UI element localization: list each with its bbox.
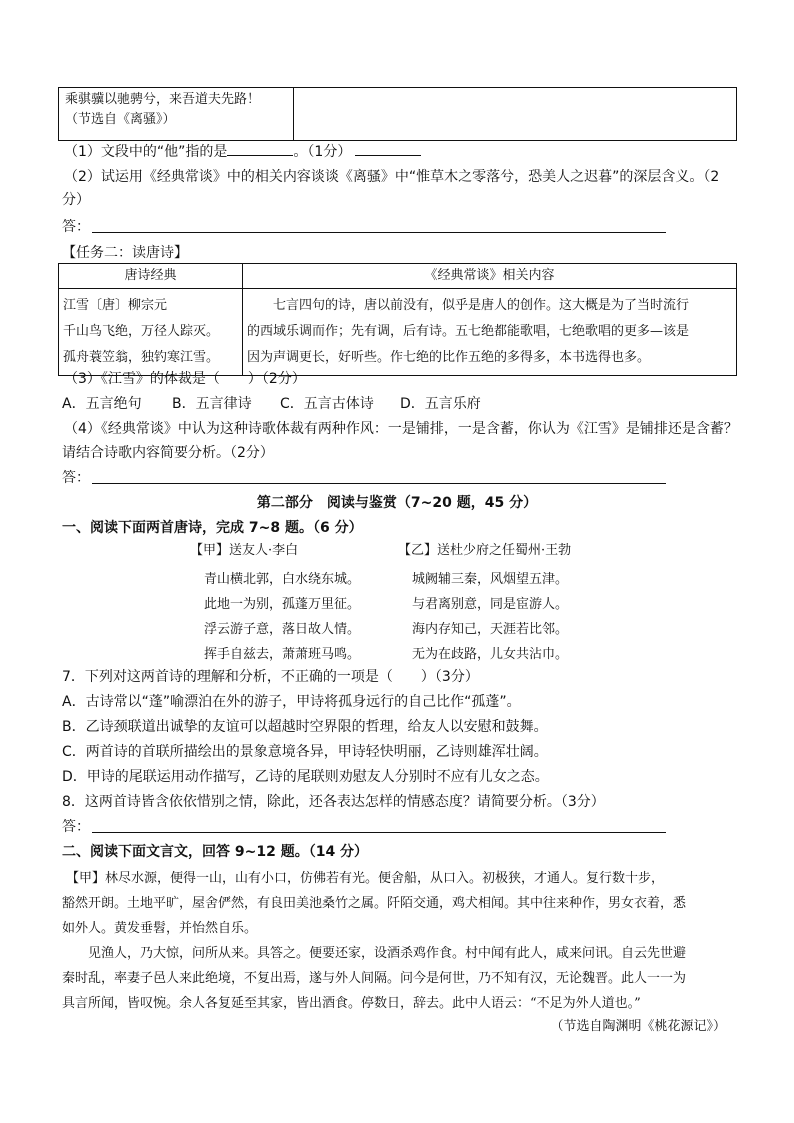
content-line: 七言四句的诗，唐以前没有，似乎是唐人的创作。这大概是为了当时流行 xyxy=(273,298,690,313)
question-4-line-2: 请结合诗歌内容简要分析。（2分） xyxy=(62,445,274,461)
option-a[interactable]: A．古诗常以“蓬”喻漂泊在外的游子，甲诗将孤身远行的自己比作“孤蓬”。 xyxy=(62,694,521,710)
content-line: 因为声调更长，好听些。作七绝的比作五绝的多得多，本书选得也多。 xyxy=(247,350,651,365)
table-header-right: 《经典常谈》相关内容 xyxy=(243,264,737,289)
poem-cell xyxy=(59,289,243,376)
poem-a-line: 浮云游子意，落日故人情。 xyxy=(204,622,361,637)
passage-line: 【甲】林尽水源，便得一山，山有小口，仿佛若有光。便舍船，从口入。初极狭，才通人。复行数十步， xyxy=(66,871,665,886)
answer-label: 答： xyxy=(62,219,90,235)
question-3: （3）《江雪》的体裁是（ ）（2分） xyxy=(64,371,306,387)
section-2-title: 二、阅读下面文言文，回答 9~12 题。（14 分） xyxy=(62,844,369,860)
question-8: 8．这两首诗皆含依依惜别之情，除此，还各表达怎样的情感态度？请简要分析。（3分） xyxy=(62,794,605,810)
option-d[interactable]: D．甲诗的尾联运用动作描写，乙诗的尾联则劝慰友人分别时不应有儿女之态。 xyxy=(62,769,549,785)
poem-source: （节选自《离骚》） xyxy=(65,112,176,127)
poem-b-title: 【乙】送杜少府之任蜀州·王勃 xyxy=(398,543,572,558)
poem-a-line: 挥手自兹去，萧萧班马鸣。 xyxy=(204,647,361,662)
answer-line[interactable] xyxy=(92,232,666,233)
poem-b-line: 城阙辅三秦，风烟望五津。 xyxy=(412,572,569,587)
poem-line: 孤舟蓑笠翁，独钓寒江雪。 xyxy=(63,350,220,365)
passage-source: （节选自陶渊明《桃花源记》） xyxy=(550,1019,726,1034)
answer-label: 答： xyxy=(62,819,90,835)
poem-b-line: 无为在歧路，儿女共沾巾。 xyxy=(412,647,569,662)
poem-b xyxy=(412,567,568,667)
poem-a-title: 【甲】送友人·李白 xyxy=(190,543,299,558)
passage-paragraph-1 xyxy=(62,866,686,941)
task-2-title: 【任务二：读唐诗】 xyxy=(62,245,188,261)
question-2-line-1: （2）试运用《经典常谈》中的相关内容谈谈《离骚》中“惟草木之零落兮，恐美人之迟暮”的深层含义。（2 xyxy=(64,169,720,185)
table-header-left: 唐诗经典 xyxy=(59,264,243,289)
option-b[interactable]: B．乙诗颈联道出诚挚的友谊可以超越时空界限的哲理，给友人以安慰和鼓舞。 xyxy=(62,719,548,735)
option-d[interactable]: D．五言乐府 xyxy=(400,396,481,412)
task-2-table xyxy=(58,263,737,376)
passage-line: 豁然开朗。土地平旷，屋舍俨然，有良田美池桑竹之属。阡陌交通，鸡犬相闻。其中往来种作，男女衣着，悉 xyxy=(62,896,687,911)
option-b[interactable]: B．五言律诗 xyxy=(172,396,252,412)
option-a[interactable]: A．五言绝句 xyxy=(62,396,142,412)
question-1-text: （1）文段中的“他”指的是 xyxy=(64,144,228,160)
option-c[interactable]: C．五言古体诗 xyxy=(280,396,374,412)
passage-line: 如外人。黄发垂髫，并怡然自乐。 xyxy=(62,921,258,936)
content-cell xyxy=(243,289,737,376)
section-1-title: 一、阅读下面两首唐诗，完成 7~8 题。（6 分） xyxy=(62,520,363,536)
question-7: 7．下列对这两首诗的理解和分析，不正确的一项是（ ）（3分） xyxy=(62,669,479,685)
poem-a-line: 此地一为别，孤蓬万里征。 xyxy=(204,597,361,612)
answer-label: 答： xyxy=(62,470,90,486)
poem-line: 乘骐骥以驰骋兮，来吾道夫先路！ xyxy=(65,92,261,107)
poem-b-line: 海内存知己，天涯若比邻。 xyxy=(412,622,569,637)
option-c[interactable]: C．两首诗的首联所描绘出的景象意境各异，甲诗轻快明丽，乙诗则雄浑壮阔。 xyxy=(62,744,548,760)
passage-line: 见渔人，乃大惊，问所从来。具答之。便要还家，设酒杀鸡作食。村中闻有此人，咸来问讯。自云先世避 xyxy=(88,946,687,961)
passage-line: 秦时乱，率妻子邑人来此绝境，不复出焉，遂与外人间隔。问今是何世，乃不知有汉，无论魏晋。此人一一为 xyxy=(62,971,687,986)
top-table-left-cell xyxy=(59,88,294,141)
question-2-line-2: 分） xyxy=(62,192,90,208)
poem-a xyxy=(204,567,360,667)
poem-line: 江雪〔唐〕柳宗元 xyxy=(63,298,168,313)
question-1 xyxy=(64,141,421,163)
answer-line[interactable] xyxy=(92,483,666,484)
answer-blank[interactable] xyxy=(355,141,421,156)
passage-line: 具言所闻，皆叹惋。余人各复延至其家，皆出酒食。停数日，辞去。此中人语云：“不足为外人道也。” xyxy=(62,996,641,1011)
poem-a-line: 青山横北郭，白水绕东城。 xyxy=(204,572,361,587)
top-table-right-cell xyxy=(294,88,737,141)
answer-line[interactable] xyxy=(92,832,666,833)
poem-line: 千山鸟飞绝，万径人踪灭。 xyxy=(63,324,220,339)
content-line: 的西域乐调而作；先有调，后有诗。五七绝都能歌唱，七绝歌唱的更多—该是 xyxy=(247,324,690,339)
question-4-line-1: （4）《经典常谈》中认为这种诗歌体裁有两种作风：一是铺排，一是含蓄，你认为《江雪》是铺排还是含蓄？ xyxy=(64,421,738,437)
question-1-tail: 。（1分） xyxy=(293,144,352,160)
poem-b-line: 与君离别意，同是宦游人。 xyxy=(412,597,569,612)
part-2-title: 第二部分 阅读与鉴赏（7~20 题，45 分） xyxy=(256,495,538,511)
answer-blank[interactable] xyxy=(227,141,293,156)
passage-paragraph-2 xyxy=(62,941,686,1016)
top-table xyxy=(58,87,737,141)
